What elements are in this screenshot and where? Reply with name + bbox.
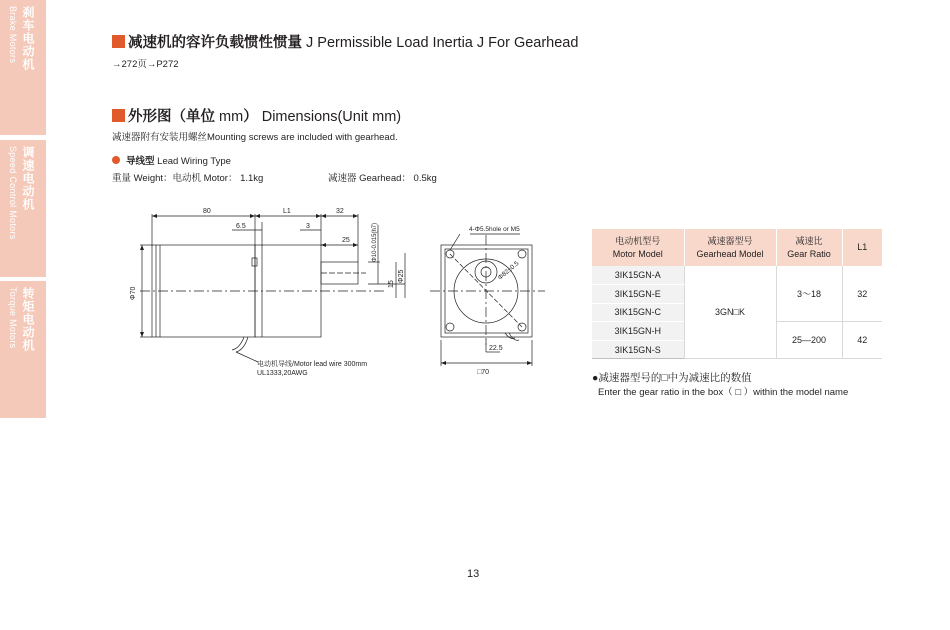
page-reference-link[interactable]: →272页→P272 <box>112 59 179 70</box>
motor-model-cell: 3IK15GN-S <box>592 340 684 359</box>
dim-phi70-label: Φ70 <box>130 286 137 300</box>
ul-spec-label: UL1333,20AWG <box>257 370 308 377</box>
dim-25-label: 25 <box>342 237 350 244</box>
header-gear-ratio-en: Gear Ratio <box>787 248 831 259</box>
header-motor-model-en: Motor Model <box>612 248 663 259</box>
side-tab-label-en: Speed Control Motors <box>8 146 18 240</box>
dimensions-title-cn: 外形图（单位 <box>128 109 215 125</box>
dimensions-title-close: ） <box>243 109 258 125</box>
side-tab-label-cn: 转矩电动机 <box>21 287 35 352</box>
side-tab-label-cn: 调速电动机 <box>21 146 35 211</box>
lead-wire-label: 电动机导线/Motor lead wire 300mm <box>257 361 368 368</box>
inertia-title-en: J Permissible Load Inertia J For Gearhead <box>306 35 579 51</box>
wiring-label-cn: 导线型 <box>126 156 155 167</box>
dim-80-label: 80 <box>203 208 211 215</box>
dim-22-5-label: 22.5 <box>489 345 503 352</box>
header-motor-model <box>592 229 684 266</box>
dim-phi10-label: Φ10-0.015(h7) <box>372 222 378 262</box>
side-tab-label-en: Torque Motors <box>8 287 18 349</box>
mounting-screws-note: 减速器附有安装用螺丝Mounting screws are included with gearhead. <box>112 132 398 143</box>
motor-model-cell: 3IK15GN-C <box>592 303 684 322</box>
dim-6-5-label: 6.5 <box>236 223 246 230</box>
pcd-label: Φ82±0.5 <box>496 260 521 282</box>
dimensions-title-unit: mm <box>215 109 244 125</box>
table-row <box>592 266 882 285</box>
motor-model-cell: 3IK15GN-A <box>592 266 684 285</box>
gearhead-model-cell: 3GN□K <box>684 266 776 359</box>
dim-3-label: 3 <box>306 223 310 230</box>
mounting-holes-label: 4-Φ5.5hole or M5 <box>469 226 520 233</box>
dimensions-title-en: Dimensions(Unit mm) <box>261 109 402 125</box>
header-gearhead-model-cn: 减速器型号 <box>707 235 753 246</box>
motor-weight: 重量 Weight：电动机 Motor： 1.1kg <box>112 173 264 184</box>
page-number: 13 <box>467 568 480 580</box>
square-70-label: □70 <box>477 369 490 376</box>
dim-15-label: 15 <box>388 280 395 288</box>
gearhead-weight: 减速器 Gearhead： 0.5kg <box>328 173 437 184</box>
footnote-en: Enter the gear ratio in the box（ □ ）within the model name <box>598 387 849 398</box>
dim-32-label: 32 <box>336 208 344 215</box>
l1-cell: 32 <box>842 266 882 322</box>
header-gear-ratio <box>776 229 842 266</box>
dim-l1-label: L1 <box>283 208 291 215</box>
side-tab-label-cn: 刹车电动机 <box>21 6 35 71</box>
header-l1: L1 <box>842 229 882 266</box>
header-motor-model-cn: 电动机型号 <box>615 235 661 246</box>
gear-ratio-cell: 3～18 <box>776 266 842 322</box>
header-gearhead-model <box>684 229 776 266</box>
header-gearhead-model-en: Gearhead Model <box>696 248 764 259</box>
footnote-cn: ●减速器型号的□中为减速比的数值 <box>592 372 752 384</box>
header-gear-ratio-cn: 减速比 <box>795 235 823 246</box>
gear-ratio-cell: 25—200 <box>776 322 842 359</box>
wiring-label-en: Lead Wiring Type <box>154 156 231 167</box>
inertia-title-cn: 减速机的容许负载惯性惯量 <box>128 35 302 51</box>
l1-cell: 42 <box>842 322 882 359</box>
dim-phi25-label: Φ25 <box>398 269 405 283</box>
motor-model-cell: 3IK15GN-E <box>592 285 684 304</box>
motor-spec-table <box>592 229 882 359</box>
motor-model-cell: 3IK15GN-H <box>592 322 684 341</box>
side-tab-label-en: Brake Motors <box>8 6 18 64</box>
